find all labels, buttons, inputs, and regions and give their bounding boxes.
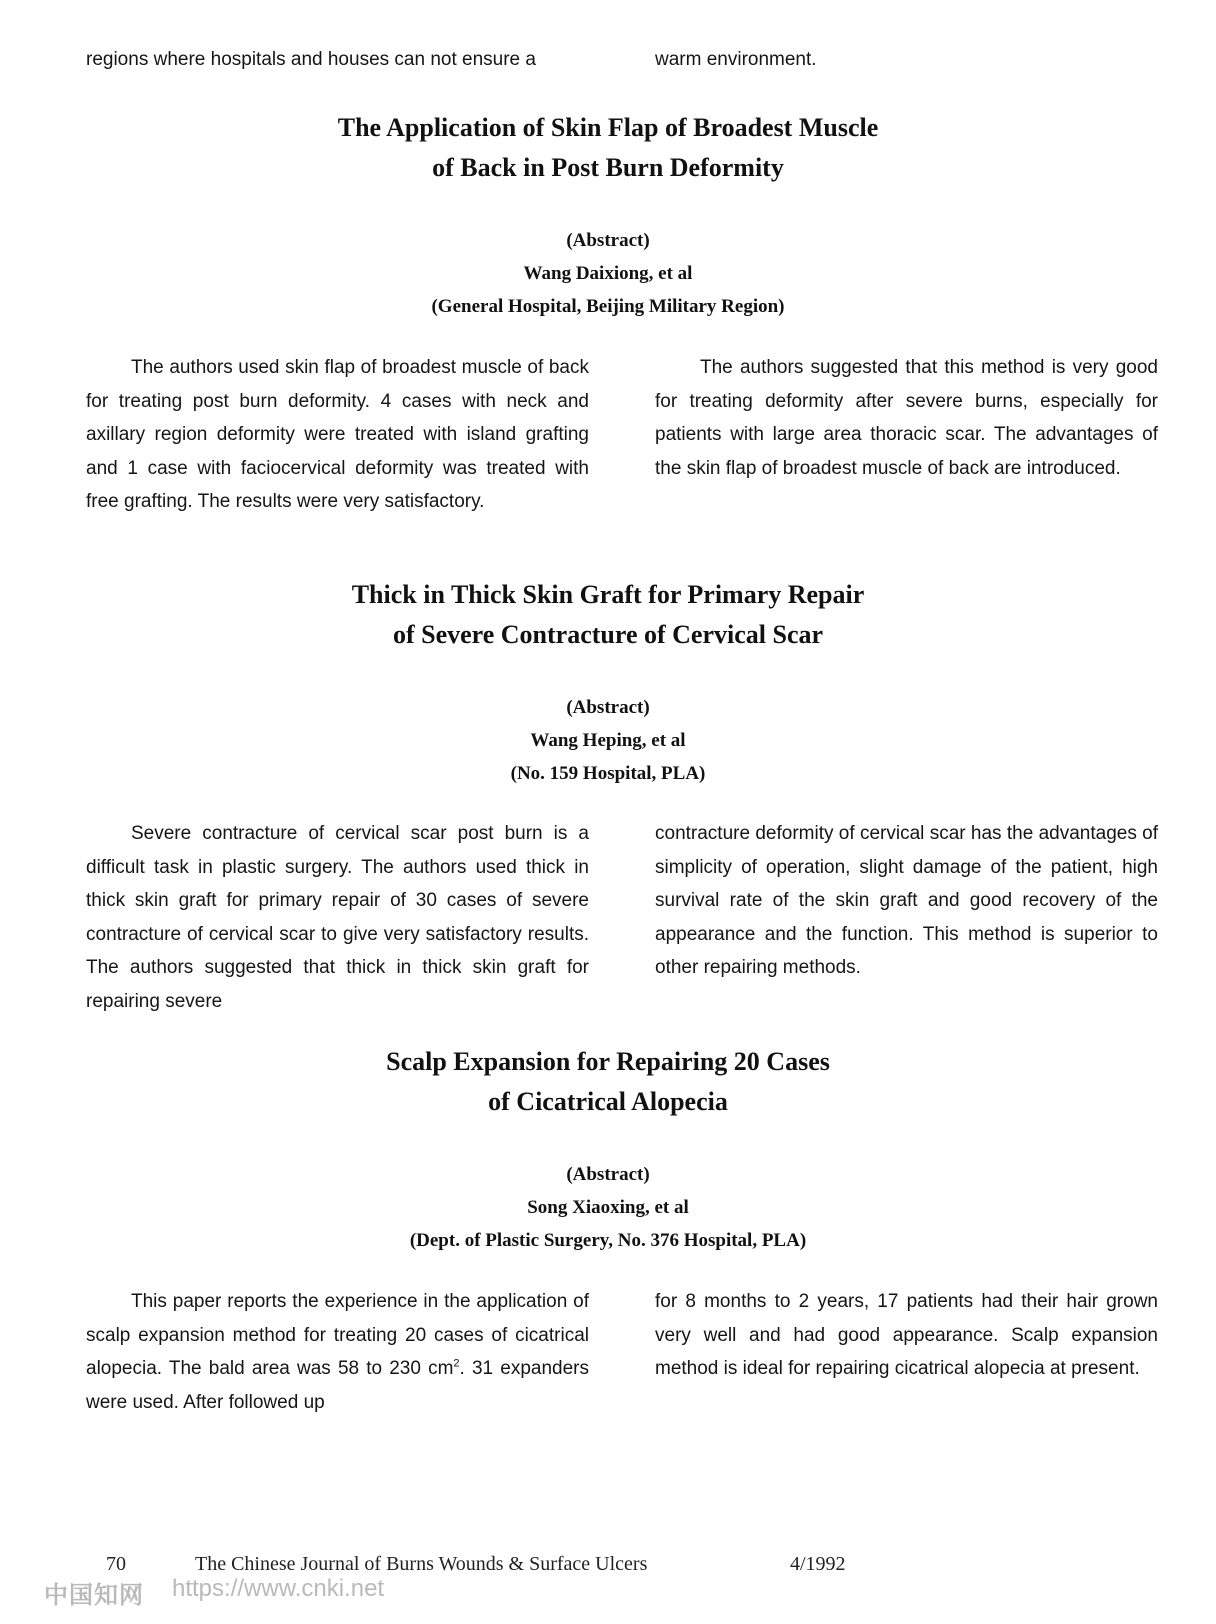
- article-1-left-paragraph: The authors used skin flap of broadest muscle of back for treating post burn deformity. 4 cases with neck and axillary region deformity were treated with island grafting and 1 case with faciocervical deformity was treated with free grafting. The results were very satisfactory.: [86, 357, 589, 512]
- article-2-left-paragraph: Severe contracture of cervical scar post burn is a difficult task in plastic surgery. The authors used thick in thick skin graft for primary repair of 30 cases of severe contracture of cervical scar to give very satisfactory results. The authors suggested that thick in thick skin graft for repairing severe: [86, 823, 589, 1012]
- continuation-right: warm environment.: [655, 49, 817, 70]
- article-1-title: The Application of Skin Flap of Broadest Muscle of Back in Post Burn Deformity: [337, 113, 879, 182]
- article-3-title: Scalp Expansion for Repairing 20 Cases of Cicatrical Alopecia: [386, 1047, 830, 1116]
- affiliation: (No. 159 Hospital, PLA): [510, 763, 706, 784]
- page-number: 70: [106, 1553, 126, 1575]
- authors: Wang Daixiong, et al: [523, 263, 693, 284]
- authors: Song Xiaoxing, et al: [527, 1197, 689, 1218]
- affiliation: (General Hospital, Beijing Military Region): [431, 296, 785, 317]
- abstract-label: (Abstract): [566, 697, 650, 718]
- authors: Wang Heping, et al: [530, 730, 686, 751]
- abstract-label: (Abstract): [566, 1164, 650, 1185]
- article-3-left-paragraph: This paper reports the experience in the application of scalp expansion method for treating 20 cases of cicatrical alopecia. The bald area was 58 to 230 $cm^2$. 31 expanders were used. After followed up: [86, 1291, 589, 1413]
- article-3-right-paragraph: for 8 months to 2 years, 17 patients had their hair grown very well and had good appearance. Scalp expansion method is ideal for repairing cicatrical alopecia at present.: [655, 1291, 1158, 1379]
- article-1-right-paragraph: The authors suggested that this method is very good for treating deformity after severe burns, especially for patients with large area thoracic scar. The advantages of the skin flap of broadest muscle of back are introduced.: [655, 357, 1158, 479]
- continuation-left: regions where hospitals and houses can not ensure a: [86, 49, 536, 70]
- article-2-title: Thick in Thick Skin Graft for Primary Repair of Severe Contracture of Cervical Scar: [351, 580, 865, 649]
- watermark-site-name: 中国知网: [44, 1582, 144, 1609]
- article-3-meta: [0, 1158, 1216, 1257]
- journal-name: The Chinese Journal of Burns Wounds & Surface Ulcers: [195, 1553, 648, 1575]
- abstract-label: (Abstract): [566, 230, 650, 251]
- superscript: 2: [453, 1357, 460, 1370]
- article-2-meta: [0, 691, 1216, 790]
- watermark-url: https://www.cnki.net: [172, 1575, 385, 1602]
- article-2-right-paragraph: contracture deformity of cervical scar has the advantages of simplicity of operation, slight damage of the patient, high survival rate of the skin graft and good recovery of the appearance and the function. This method is superior to other repairing methods.: [655, 823, 1158, 978]
- article-1-meta: [0, 224, 1216, 323]
- issue-number: 4/1992: [790, 1553, 846, 1575]
- affiliation: (Dept. of Plastic Surgery, No. 376 Hospital, PLA): [409, 1230, 807, 1251]
